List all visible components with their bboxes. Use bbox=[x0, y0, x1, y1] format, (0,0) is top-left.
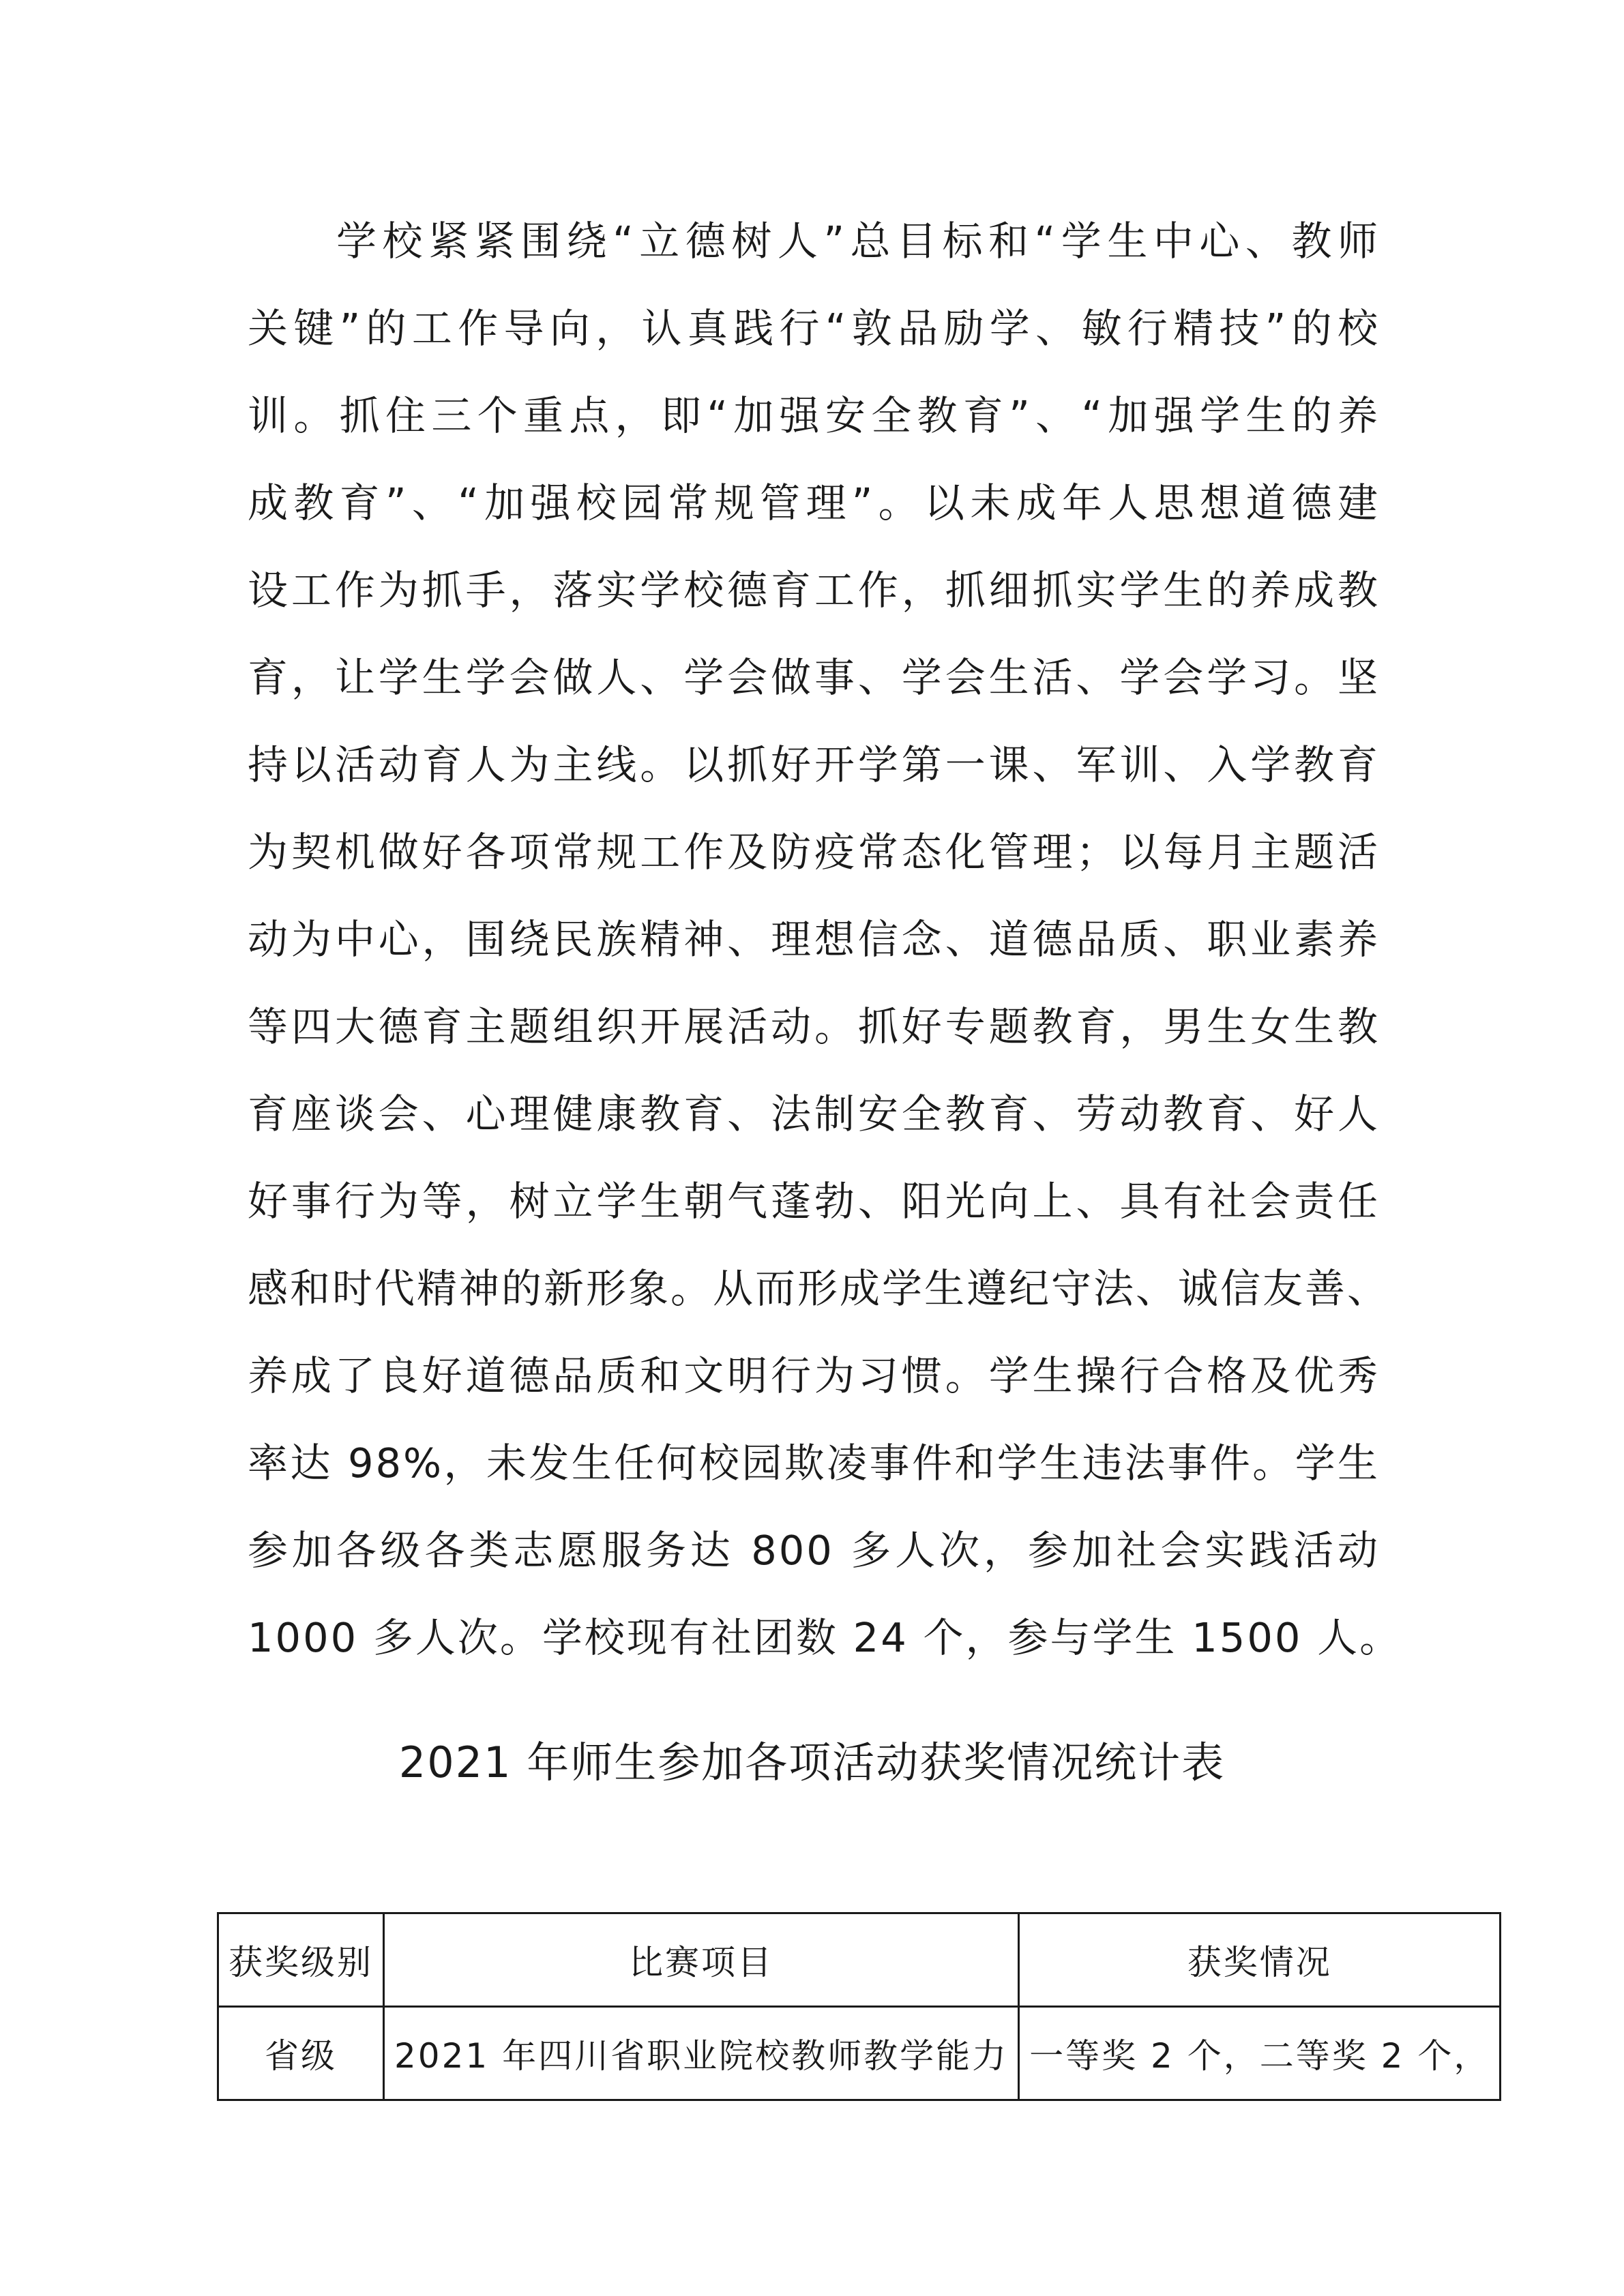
paragraph-line: 训。抓住三个重点，即“加强安全教育”、“加强学生的养 bbox=[248, 392, 1380, 439]
header-award-result: 获奖情况 bbox=[1019, 1913, 1501, 2007]
header-competition: 比赛项目 bbox=[384, 1913, 1019, 2007]
paragraph-line: 成教育”、“加强校园常规管理”。以未成年人思想道德建 bbox=[248, 479, 1380, 526]
body-paragraph bbox=[248, 198, 1402, 1682]
paragraph-line: 为契机做好各项常规工作及防疫常态化管理；以每月主题活 bbox=[248, 829, 1380, 876]
paragraph-line: 等四大德育主题组织开展活动。抓好专题教育，男生女生教 bbox=[248, 1003, 1380, 1050]
awards-table bbox=[217, 1912, 1501, 2101]
table-row bbox=[218, 2007, 1501, 2100]
header-award-level: 获奖级别 bbox=[218, 1913, 384, 2007]
paragraph-line: 学校紧紧围绕“立德树人”总目标和“学生中心、教师 bbox=[336, 218, 1380, 265]
paragraph-line: 动为中心，围绕民族精神、理想信念、道德品质、职业素养 bbox=[248, 916, 1380, 963]
paragraph-line: 参加各级各类志愿服务达 800 多人次，参加社会实践活动 bbox=[248, 1527, 1380, 1574]
cell-award-result: 一等奖 2 个，二等奖 2 个， bbox=[1019, 2007, 1501, 2100]
paragraph-line: 率达 98%，未发生任何校园欺凌事件和学生违法事件。学生 bbox=[248, 1440, 1380, 1487]
paragraph-line: 持以活动育人为主线。以抓好开学第一课、军训、入学教育 bbox=[248, 741, 1380, 788]
paragraph-line: 育，让学生学会做人、学会做事、学会生活、学会学习。坚 bbox=[248, 654, 1380, 701]
paragraph-line: 育座谈会、心理健康教育、法制安全教育、劳动教育、好人 bbox=[248, 1090, 1380, 1137]
paragraph-line: 感和时代精神的新形象。从而形成学生遵纪守法、诚信友善、 bbox=[248, 1265, 1390, 1312]
table-title: 2021 年师生参加各项活动获奖情况统计表 bbox=[398, 1738, 1226, 1787]
paragraph-line: 养成了良好道德品质和文明行为习惯。学生操行合格及优秀 bbox=[248, 1352, 1380, 1399]
paragraph-line: 关键”的工作导向，认真践行“敦品励学、敏行精技”的校 bbox=[248, 305, 1380, 352]
cell-award-level: 省级 bbox=[218, 2007, 384, 2100]
table-header-row bbox=[218, 1913, 1501, 2007]
paragraph-line: 1000 多人次。学校现有社团数 24 个，参与学生 1500 人。 bbox=[248, 1614, 1402, 1661]
paragraph-line: 好事行为等，树立学生朝气蓬勃、阳光向上、具有社会责任 bbox=[248, 1178, 1380, 1225]
paragraph-line: 设工作为抓手，落实学校德育工作，抓细抓实学生的养成教 bbox=[248, 567, 1380, 614]
cell-competition: 2021 年四川省职业院校教师教学能力 bbox=[384, 2007, 1019, 2100]
